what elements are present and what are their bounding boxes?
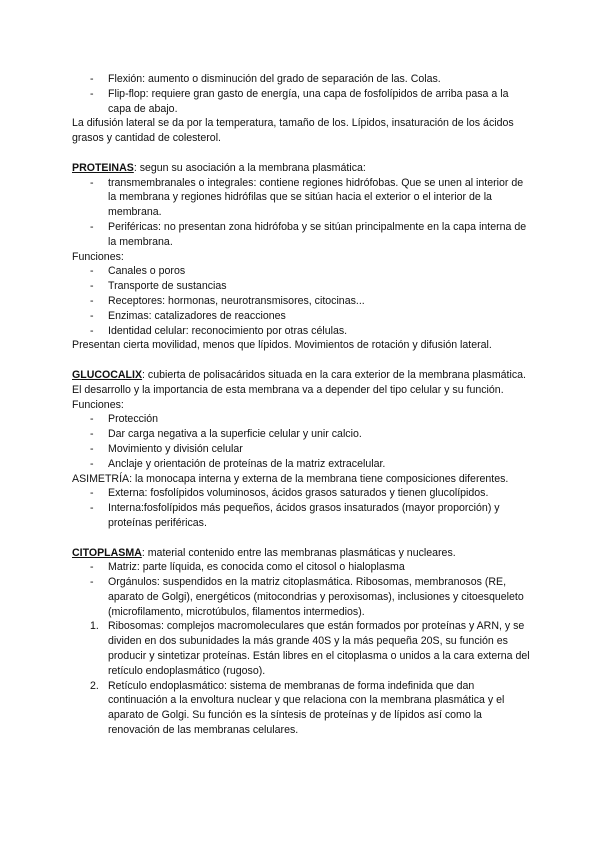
organelles-numbered-list: [72, 619, 532, 737]
proteinas-functions-label: Funciones:: [72, 250, 124, 263]
numbered-item: [72, 619, 532, 678]
citoplasma-intro-text: : material contenido entre las membranas plasmáticas y nucleares.: [141, 546, 456, 559]
asymmetry-paragraph: ASIMETRÍA: la monocapa interna y externa de la membrana tiene composiciones diferentes.: [72, 472, 509, 485]
list-item: - Anclaje y orientación de proteínas de la matriz extracelular.: [72, 457, 532, 472]
glucocalix-functions-list: [72, 412, 532, 471]
lateral-diffusion-paragraph: La difusión lateral se da por la temperatura, tamaño de los. Lípidos, insaturación de los ácidos grasos y cantidad de colesterol.: [72, 117, 514, 145]
list-item: - Periféricas: no presentan zona hidrófoba y se sitúan principalmente en la capa interna de la membrana.: [72, 220, 532, 250]
document-page: [72, 72, 532, 738]
glucocalix-intro: [72, 368, 532, 398]
glucocalix-functions-label: Funciones:: [72, 398, 124, 411]
lipid-movement-list: [72, 72, 532, 116]
list-item: - Enzimas: catalizadores de reacciones: [72, 309, 532, 324]
list-item: - Orgánulos: suspendidos en la matriz citoplasmática. Ribosomas, membranosos (RE, aparato de Golgi), energéticos (mitocondrias y peroxisomas), inclusiones y citoesqueleto (microfilamento, microtúbulos, filamentos intermedios).: [72, 575, 532, 619]
proteinas-intro-text: : segun su asociación a la membrana plasmática:: [133, 161, 366, 174]
citoplasma-list: [72, 560, 532, 619]
list-item: - Protección: [72, 412, 532, 427]
proteinas-intro: [72, 161, 532, 176]
list-item: - Externa: fosfolípidos voluminosos, ácidos grasos saturados y tienen glucolípidos.: [72, 486, 532, 501]
list-item: - Movimiento y división celular: [72, 442, 532, 457]
numbered-item: [72, 679, 532, 738]
list-item: - Matriz: parte líquida, es conocida como el citosol o hialoplasma: [72, 560, 532, 575]
list-item: - Receptores: hormonas, neurotransmisores, citocinas...: [72, 294, 532, 309]
proteinas-heading: PROTEINAS: [72, 161, 134, 174]
item-text: Retículo endoplasmático: sistema de membranas de forma indefinida que dan continuación a la envoltura nuclear y que relaciona con la membrana plasmática y el aparato de Golgi. Su función es la síntesis de proteínas y de lípidos así como la renovación de las membranas celulares.: [108, 679, 505, 737]
list-item: - Transporte de sustancias: [72, 279, 532, 294]
list-item: - Canales o poros: [72, 264, 532, 279]
proteinas-note: Presentan cierta movilidad, menos que lípidos. Movimientos de rotación y difusión lateral.: [72, 339, 492, 352]
glucocalix-intro-text: : cubierta de polisacáridos situada en la cara exterior de la membrana plasmática. El desarrollo y la importancia de esta membrana va a depender del tipo celular y su función.: [72, 368, 526, 396]
item-number: 2.: [90, 679, 99, 692]
list-item: - transmembranales o integrales: contiene regiones hidrófobas. Que se unen al interior de la membrana y regiones hidrófilas que se sitúan hacia el exterior o el interior de la membrana.: [72, 176, 532, 220]
list-item: - Flip-flop: requiere gran gasto de energía, una capa de fosfolípidos de arriba pasa a la capa de abajo.: [72, 87, 532, 117]
protein-types-list: [72, 176, 532, 250]
protein-functions-list: [72, 264, 532, 338]
list-item: - Interna:fosfolípidos más pequeños, ácidos grasos insaturados (mayor proporción) y proteínas periféricas.: [72, 501, 532, 531]
asymmetry-list: [72, 486, 532, 530]
item-text: Ribosomas: complejos macromoleculares que están formados por proteínas y ARN, y se dividen en dos subunidades la más grande 40S y la más pequeña 20S, su función es producir y sintetizar proteínas. Están libres en el citoplasma o unidos a la cara externa del retículo endoplasmático (rugoso).: [108, 620, 530, 677]
list-item: - Identidad celular: reconocimiento por otras células.: [72, 324, 532, 339]
citoplasma-heading: CITOPLASMA: [72, 546, 142, 559]
glucocalix-heading: GLUCOCALIX: [72, 368, 143, 381]
list-item: - Flexión: aumento o disminución del grado de separación de las. Colas.: [72, 72, 532, 87]
list-item: - Dar carga negativa a la superficie celular y unir calcio.: [72, 427, 532, 442]
citoplasma-intro: [72, 546, 532, 561]
item-number: 1.: [90, 620, 99, 633]
